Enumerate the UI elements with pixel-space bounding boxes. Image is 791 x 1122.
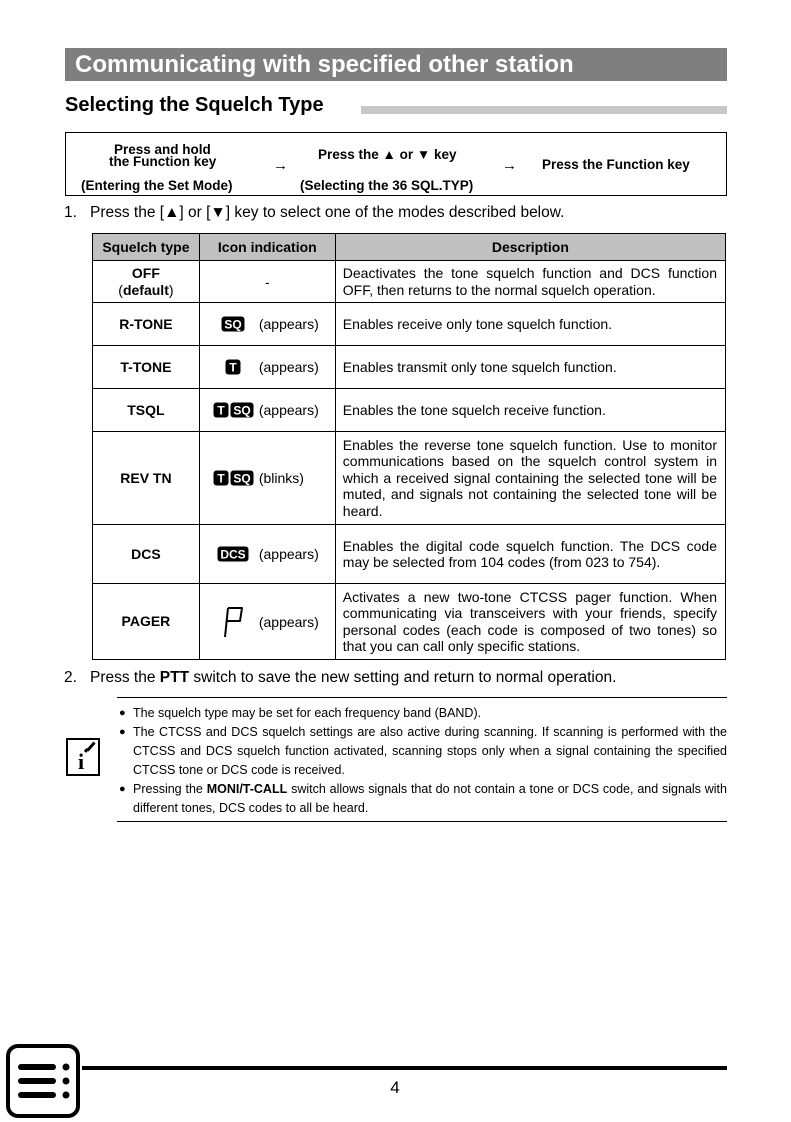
t-icon-text: T <box>229 360 238 375</box>
note-text-bold: MONI/T-CALL <box>206 782 288 796</box>
sq-icon <box>221 316 245 332</box>
step-2-text-bold: PTT <box>159 669 190 686</box>
notes-list <box>117 704 727 818</box>
icon-indication-cell <box>199 346 335 389</box>
header-icon-indication: Icon indication <box>199 234 335 261</box>
squelch-type-cell <box>93 261 200 303</box>
squelch-type-name: DCS <box>93 525 200 584</box>
bullet-icon: ● <box>119 707 126 719</box>
icon-indication-cell <box>199 303 335 346</box>
table-row <box>93 432 726 525</box>
footer-rule <box>82 1066 727 1070</box>
squelch-type-name: REV TN <box>93 432 200 525</box>
icon-note: (blinks) <box>258 470 304 486</box>
sq-icon-text: SQ <box>233 471 251 486</box>
sq-icon-text: SQ <box>224 317 243 332</box>
header-description: Description <box>335 234 725 261</box>
flow-step1-line1: Press and hold <box>114 142 211 157</box>
section-title: Communicating with specified other station <box>65 48 727 81</box>
page-number: 4 <box>390 1078 400 1097</box>
description-cell: Enables the reverse tone squelch function. Use to monitor communications based on the squelch control system in which a received signal containing the selected tone will be muted, and signals not containing the selected tone will be heard. <box>335 432 725 525</box>
step-1-text: Press the [▲] or [▼] key to select one of the modes described below. <box>90 204 565 221</box>
note-text: The CTCSS and DCS squelch settings are also active during scanning. If scanning is performed with the CTCSS and DCS squelch function activated, scanning stops only when a signal containing the specified CTCSS tone or DCS code is received. <box>133 725 727 777</box>
svg-text:i: i <box>77 749 85 774</box>
sq-icon-text: SQ <box>233 403 251 418</box>
t-icon-text: T <box>217 471 225 486</box>
info-note-icon <box>66 738 100 776</box>
description-cell: Enables receive only tone squelch function. <box>335 303 725 346</box>
squelch-type-name: TSQL <box>93 389 200 432</box>
list-item <box>117 723 727 780</box>
icon-note: - <box>264 273 270 290</box>
squelch-type-name: T-TONE <box>93 346 200 389</box>
flow-arrow-1: → <box>273 157 288 174</box>
default-word: default <box>122 281 169 298</box>
table-row <box>93 584 726 660</box>
icon-indication-cell <box>199 389 335 432</box>
table-row <box>93 303 726 346</box>
menu-icon[interactable] <box>6 1044 80 1118</box>
t-sq-icon <box>213 470 254 486</box>
icon-indication-cell <box>199 525 335 584</box>
dcs-icon-text: DCS <box>220 547 247 562</box>
description-cell: Activates a new two-tone CTCSS pager function. When communicating via transceivers with your friends, specify personal codes (each code is composed of two tones) so that you can call only specific stations. <box>335 584 725 660</box>
icon-note: (appears) <box>258 316 319 332</box>
description-cell: Deactivates the tone squelch function and DCS function OFF, then returns to the normal squelch operation. <box>335 261 725 303</box>
icon-indication-cell <box>199 261 335 303</box>
step-1 <box>64 204 564 222</box>
t-icon-text: T <box>217 403 225 418</box>
table-row <box>93 525 726 584</box>
default-label <box>93 282 199 299</box>
icon-note: (appears) <box>258 546 319 562</box>
note-text-post: switch allows signals that do not contain a tone or DCS code, and signals with different tones, DCS codes to all be heard. <box>133 782 727 815</box>
icon-note: (appears) <box>258 402 319 418</box>
squelch-type-name: PAGER <box>93 584 200 660</box>
bullet-icon: ● <box>119 726 126 738</box>
dcs-icon <box>217 546 249 562</box>
flow-step1-line2: the Function key <box>109 154 217 169</box>
icon-indication-cell <box>199 584 335 660</box>
default-close-paren: ) <box>168 281 174 298</box>
squelch-type-name: OFF <box>131 264 160 281</box>
icon-note: (appears) <box>258 359 319 375</box>
step-2-text-pre: Press the <box>90 669 160 686</box>
description-cell: Enables the tone squelch receive function. <box>335 389 725 432</box>
note-text: The squelch type may be set for each frequency band (BAND). <box>133 706 482 720</box>
table-row <box>93 389 726 432</box>
table-row <box>93 261 726 303</box>
subsection-title-text: Selecting the Squelch Type <box>65 94 324 116</box>
description-cell: Enables transmit only tone squelch function. <box>335 346 725 389</box>
default-open-paren: ( <box>118 281 123 298</box>
step-2-number: 2. <box>64 669 77 686</box>
notes-box <box>117 697 727 822</box>
subsection-rule <box>361 106 727 114</box>
description-cell: Enables the digital code squelch function. The DCS code may be selected from 104 codes (from 023 to 754). <box>335 525 725 584</box>
flow-step2-caption: (Selecting the 36 SQL.TYP) <box>300 178 474 193</box>
flow-step2-label: Press the ▲ or ▼ key <box>318 147 457 162</box>
squelch-type-table <box>92 233 726 660</box>
t-sq-icon <box>213 402 254 418</box>
flow-step1-caption: (Entering the Set Mode) <box>81 178 233 193</box>
step-1-number: 1. <box>64 204 77 221</box>
subsection-title <box>65 92 727 118</box>
list-item <box>117 780 727 818</box>
procedure-flow-box <box>65 132 727 196</box>
header-squelch-type: Squelch type <box>93 234 200 261</box>
icon-note: (appears) <box>258 613 319 630</box>
flow-step3-label: Press the Function key <box>542 157 690 172</box>
list-item <box>117 704 727 723</box>
squelch-type-name: R-TONE <box>93 303 200 346</box>
flow-arrow-2: → <box>502 157 517 174</box>
step-2 <box>64 669 616 687</box>
note-text-pre: Pressing the <box>133 782 207 796</box>
step-2-text-post: switch to save the new setting and return to normal operation. <box>189 669 617 686</box>
pager-p-icon <box>221 605 245 639</box>
t-icon <box>225 359 241 375</box>
bullet-icon: ● <box>119 783 126 795</box>
icon-indication-cell <box>199 432 335 525</box>
table-row <box>93 346 726 389</box>
